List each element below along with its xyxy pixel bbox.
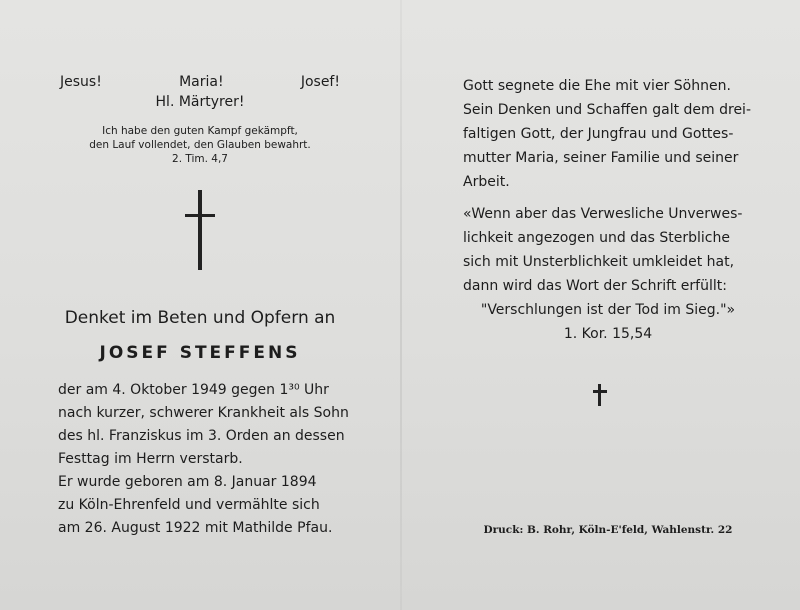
invocation-text: Denket im Beten und Opfern an: [64, 308, 336, 328]
card-fold: [400, 0, 402, 610]
paragraph-line: mutter Maria, seiner Familie und seiner: [463, 150, 739, 166]
biography-line: der am 4. Oktober 1949 gegen 1³⁰ Uhr: [58, 382, 329, 398]
biography-line: zu Köln-Ehrenfeld und vermählte sich: [58, 497, 320, 513]
invocation-header: [60, 74, 340, 90]
paragraph-line: Arbeit.: [463, 174, 510, 190]
scripture-paragraph: [463, 202, 753, 346]
quote-line: Ich habe den guten Kampf gekämpft,: [102, 125, 298, 137]
paragraph-line: faltigen Gott, der Jungfrau und Gottes-: [463, 126, 734, 142]
paragraph-line: sich mit Unsterblichkeit umkleidet hat,: [463, 254, 735, 270]
paragraph-line: lichkeit angezogen und das Sterbliche: [463, 230, 730, 246]
latin-cross-icon: [185, 190, 215, 270]
biography-line: Festtag im Herrn verstarb.: [58, 451, 243, 467]
quote-reference: 2. Tim. 4,7: [172, 153, 228, 165]
printer-imprint: Druck: B. Rohr, Köln-E'feld, Wahlenstr. 22: [483, 524, 733, 536]
deceased-name: JOSEF STEFFENS: [99, 343, 301, 363]
paragraph-line: Gott segnete die Ehe mit vier Söhnen.: [463, 78, 731, 94]
latin-cross-icon: [593, 384, 607, 406]
paragraph-line: dann wird das Wort der Schrift erfüllt:: [463, 278, 727, 294]
paragraph-line: Sein Denken und Schaffen galt dem drei-: [463, 102, 751, 118]
left-page: [50, 0, 350, 610]
scripture-reference: 1. Kor. 15,54: [563, 326, 653, 342]
biography-line: des hl. Franziskus im 3. Orden an dessen: [58, 428, 345, 444]
biography-line: Er wurde geboren am 8. Januar 1894: [58, 474, 317, 490]
header-word-josef: Josef!: [300, 74, 340, 90]
family-paragraph: [463, 74, 753, 194]
header-word-maria: Maria!: [179, 74, 224, 90]
biography-text: [58, 379, 348, 540]
paragraph-line: «Wenn aber das Verwesliche Unverwes-: [463, 206, 743, 222]
quote-line: den Lauf vollendet, den Glauben bewahrt.: [89, 139, 311, 151]
biography-line: nach kurzer, schwerer Krankheit als Sohn: [58, 405, 349, 421]
bible-quote: [50, 124, 350, 166]
right-page: [455, 0, 750, 610]
header-martyrs: Hl. Märtyrer!: [155, 94, 245, 110]
header-word-jesus: Jesus!: [60, 74, 102, 90]
biography-line: am 26. August 1922 mit Mathilde Pfau.: [58, 520, 333, 536]
paragraph-line: "Verschlungen ist der Tod im Sieg."»: [480, 302, 736, 318]
